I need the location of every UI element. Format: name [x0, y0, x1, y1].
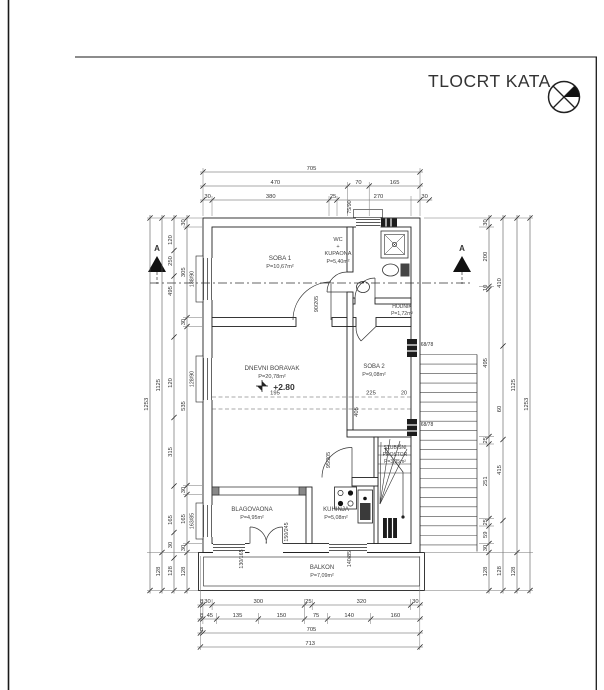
dim-label: 30 [483, 219, 489, 226]
dim-label: 380 [265, 194, 276, 201]
north-compass-icon [549, 82, 580, 113]
svg-text:195: 195 [270, 390, 280, 397]
svg-text:68/78: 68/78 [420, 342, 434, 348]
dim-label: 25 [483, 437, 489, 444]
dim-label: 315 [168, 447, 174, 457]
room-label-hodnik: HODNIK [392, 304, 412, 310]
dim-label: 30 [483, 544, 489, 552]
dim-label: 120 [168, 378, 174, 388]
svg-text:163/85: 163/85 [189, 512, 196, 530]
section-marker-right [453, 244, 471, 284]
svg-text:P=5,40m²: P=5,40m² [326, 259, 350, 265]
dim-label: 470 [270, 180, 281, 187]
dim-label: 160 [390, 613, 401, 620]
dim-label: 128 [497, 566, 503, 576]
dim-label: 165 [389, 180, 400, 187]
svg-text:P=4,95m²: P=4,95m² [240, 515, 264, 521]
svg-text:P=5,08m²: P=5,08m² [324, 515, 348, 521]
dim-label: 495 [168, 286, 174, 296]
dim-label: 30 [204, 194, 211, 201]
dim-label: 25 [483, 519, 489, 526]
dim-label: 128 [181, 566, 187, 577]
svg-text:138/90: 138/90 [189, 270, 196, 288]
svg-text:128/90: 128/90 [189, 370, 196, 388]
room-label-soba2: SOBA 2 [363, 364, 385, 370]
walls [203, 218, 420, 553]
dim-label: 8 [200, 627, 204, 634]
dim-label: 705 [306, 166, 317, 173]
svg-text:225: 225 [366, 390, 376, 397]
dim-label: 1125 [511, 378, 517, 392]
svg-text:130/165: 130/165 [239, 549, 245, 569]
svg-text:405: 405 [354, 407, 360, 417]
dim-label: 30 [204, 599, 211, 606]
dim-label: 165 [181, 514, 187, 524]
dim-label: 25 [329, 194, 337, 201]
dim-label: 128 [483, 566, 489, 577]
svg-text:95/205: 95/205 [326, 451, 332, 469]
dim-label: 140 [344, 613, 354, 620]
dim-label: 535 [181, 401, 187, 411]
section-marker-left [148, 244, 166, 284]
dim-label: 713 [305, 641, 316, 648]
svg-text:P=3,35m²: P=3,35m² [384, 459, 406, 465]
dim-label: 30 [412, 599, 419, 606]
svg-text:90/205: 90/205 [314, 295, 320, 313]
dim-label: 8 [200, 599, 204, 606]
dim-label: 251 [483, 476, 489, 487]
dim-label: 25 [305, 599, 312, 606]
dim-label: 120 [168, 235, 174, 245]
dim-label: 300 [253, 599, 264, 606]
dim-label: 75 [312, 613, 320, 620]
drawing-title: TLOCRT KATA [428, 71, 551, 91]
svg-text:+: + [336, 244, 340, 250]
dim-label: 30 [181, 544, 187, 552]
dim-label: 128 [511, 566, 517, 577]
room-label-kuhinja: KUHINJA [323, 507, 349, 513]
dim-label: 250 [168, 256, 174, 266]
dim-label: 150 [276, 613, 287, 620]
dim-label: 320 [356, 599, 367, 606]
room-label-dnevni: DNEVNI BORAVAK [244, 365, 300, 372]
dim-label: 30 [168, 541, 174, 549]
dim-label: 30 [181, 486, 187, 494]
room-label-kupaona: WC [333, 237, 343, 243]
svg-text:P=7,09m²: P=7,09m² [310, 573, 334, 579]
flue-icon [383, 518, 397, 538]
dim-label: 1253 [144, 397, 150, 411]
external-stairs [420, 355, 477, 552]
balcony-outline [199, 550, 425, 591]
dim-label: 410 [497, 278, 503, 288]
cistern-icon [401, 264, 410, 277]
dim-label: 128 [156, 566, 162, 577]
svg-text:KUPAONA: KUPAONA [324, 251, 352, 257]
room-label-balkon: BALKON [309, 565, 335, 571]
svg-text:P=9,08m²: P=9,08m² [362, 372, 386, 378]
dim-label: 30 [181, 219, 187, 226]
dim-label: 1125 [156, 378, 162, 392]
dim-label: 1253 [524, 397, 530, 411]
dim-label: 30 [181, 318, 187, 326]
dim-label: 45 [206, 613, 214, 620]
dim-label: 200 [483, 251, 489, 262]
svg-text:P=20,78m²: P=20,78m² [258, 374, 286, 380]
dim-label: 495 [483, 358, 489, 368]
dim-label: 30 [421, 194, 428, 201]
dim-label: 415 [497, 465, 503, 475]
dim-label: 60 [497, 405, 503, 413]
dim-label: 128 [168, 566, 174, 576]
stove-icon [335, 487, 357, 509]
svg-text:A: A [154, 244, 160, 253]
room-label-blagovaona: BLAGOVAONA [231, 507, 273, 513]
dim-label: 59 [483, 531, 489, 538]
dim-label: 305 [181, 267, 187, 278]
dim-label: 165 [168, 515, 174, 525]
level-mark: +2.80 [273, 382, 295, 392]
svg-text:68/78: 68/78 [420, 422, 434, 428]
svg-text:140/85: 140/85 [347, 550, 353, 568]
svg-text:20: 20 [401, 390, 407, 397]
svg-text:150/245: 150/245 [284, 522, 290, 542]
dim-label: 70 [355, 180, 362, 187]
svg-text:A: A [459, 244, 465, 253]
dim-label: 270 [373, 194, 384, 201]
dim-label: 135 [232, 613, 243, 620]
dim-label: 10 [483, 284, 489, 292]
svg-text:75/90: 75/90 [347, 200, 353, 214]
dim-label: 8 [200, 613, 204, 620]
room-label-soba1: SOBA 1 [268, 255, 292, 262]
room-label-stubisni: STUBIŠNI [383, 445, 407, 451]
svg-text:PROSTOR: PROSTOR [382, 452, 408, 458]
dim-label: 705 [306, 627, 317, 634]
svg-text:P=10,67m²: P=10,67m² [266, 264, 294, 270]
svg-text:P=1,72m²: P=1,72m² [391, 311, 413, 317]
